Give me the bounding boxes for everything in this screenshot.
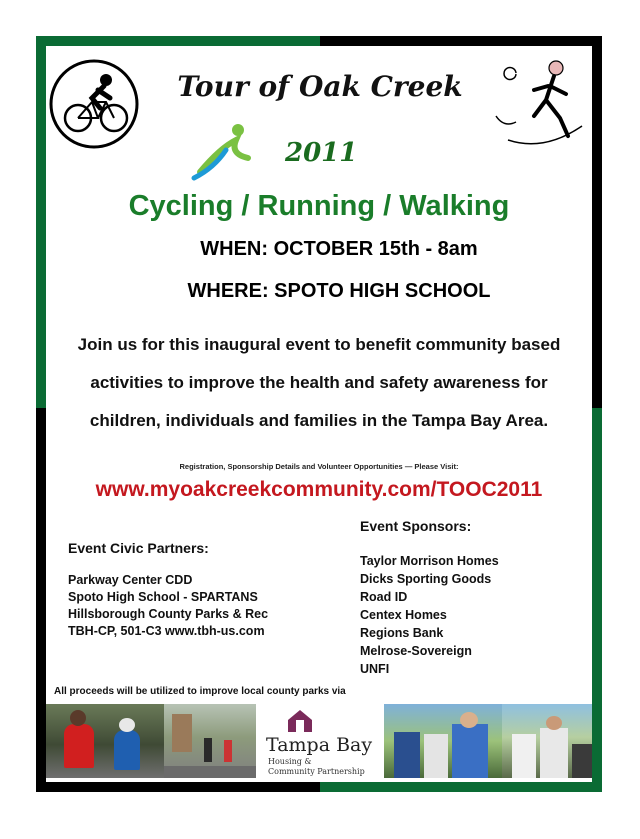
sponsor-item: Centex Homes [360,608,447,622]
border-right-bottom [592,408,602,792]
sponsor-item: Regions Bank [360,626,444,640]
photo-volunteers [384,704,502,778]
sponsor-item: Melrose-Sovereign [360,644,472,658]
event-when: WHEN: OCTOBER 15th - 8am [200,238,478,260]
event-title: Tour of Oak Creek [177,70,463,103]
partners-list [68,572,268,640]
partner-item: Spoto High School - SPARTANS [68,590,258,604]
event-year: 2011 [285,138,358,168]
partner-item: Hillsborough County Parks & Rec [68,607,269,621]
sponsor-item: Dicks Sporting Goods [360,572,492,586]
sponsor-item: Road ID [360,590,408,604]
sponsors-heading: Event Sponsors: [360,518,472,534]
logo-name: Tampa Bay [266,734,373,756]
house-icon [286,708,314,734]
border-top-right [320,36,602,46]
registration-note: Registration, Sponsorship Details and Volunteer Opportunities — Please Visit: [179,462,459,471]
photo-cyclists-road [164,704,256,778]
photo-participants [502,704,592,778]
border-top-left [36,36,320,46]
registration-link[interactable]: www.myoakcreekcommunity.com/TOOC2011 [95,478,543,501]
logo-sub2: Community Partnership [268,767,365,776]
photo-cyclists-group [46,704,164,778]
athlete-swoosh-icon [190,120,260,182]
border-left-bottom [36,408,46,792]
sponsor-item: UNFI [360,662,390,676]
border-bottom-right [320,782,602,792]
cyclist-icon [48,58,140,150]
logo-sub1: Housing & [268,757,312,766]
sponsors-list [360,552,499,678]
event-description: Join us for this inaugural event to benefit community based activities to improve the health and safety awareness for children, individuals and families in the Tampa Bay Area. [77,335,561,430]
event-where: WHERE: SPOTO HIGH SCHOOL [187,280,491,302]
border-left-top [36,36,46,408]
proceeds-note: All proceeds will be utilized to improve local county parks via [54,686,346,697]
border-bottom-left [36,782,320,792]
partner-item: TBH-CP, 501-C3 www.tbh-us.com [68,624,265,638]
partners-heading: Event Civic Partners: [68,540,209,556]
tampa-bay-logo [262,706,382,780]
activities-heading: Cycling / Running / Walking [128,190,510,222]
partner-item: Parkway Center CDD [68,573,193,587]
sponsor-item: Taylor Morrison Homes [360,554,499,568]
runner-icon [494,56,586,152]
border-right-top [592,36,602,408]
